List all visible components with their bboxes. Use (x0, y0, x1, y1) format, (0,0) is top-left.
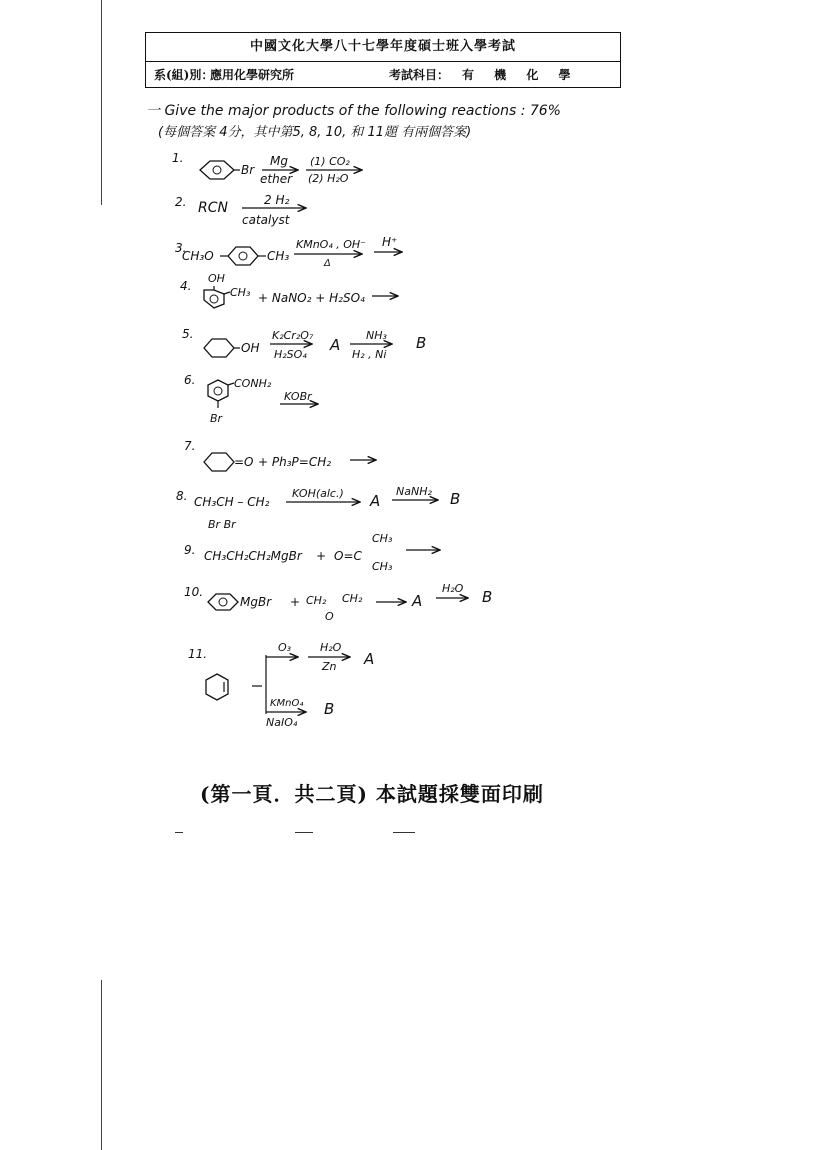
reagent-label: H₂SO₄ (274, 348, 307, 361)
reagent-label: + Ph₃P=CH₂ (258, 455, 332, 469)
substituent-label: =O (234, 455, 254, 469)
benzene-ring (200, 161, 234, 179)
reaction-number: 2. (175, 195, 187, 209)
epoxide-carbon: CH₂ (306, 594, 327, 607)
department-value: 應用化學研究所 (210, 68, 295, 82)
product-label: A (412, 592, 423, 610)
reaction-number: 6. (184, 373, 196, 387)
exam-header (145, 32, 621, 88)
plus-sign: + (290, 595, 301, 609)
ketone-substituent: CH₃ (372, 560, 393, 573)
benzene-ring-circle (210, 295, 218, 303)
product-label: B (324, 700, 335, 718)
reactant-label: RCN (198, 200, 228, 216)
reaction-5 (182, 327, 426, 361)
exam-info-row (146, 62, 620, 88)
page-edge-line (101, 980, 102, 1150)
reagent-label: (2) H₂O (308, 172, 349, 185)
reaction-number: 10. (184, 585, 204, 599)
reaction-scheme (170, 140, 530, 740)
reagent-label: O₃ (278, 641, 292, 654)
reaction-11 (188, 641, 374, 729)
page-footer: (第一頁．共二頁) 本試題採雙面印刷 (200, 782, 544, 806)
reaction-number: 3. (175, 241, 187, 255)
page-edge-line (101, 0, 102, 205)
substituent-label: CONH₂ (234, 377, 272, 390)
department-label: 系(組)別： (154, 68, 214, 82)
substituent-label: OH (241, 341, 260, 355)
benzene-ring-circle (214, 387, 222, 395)
reagent-label: Mg (270, 154, 288, 168)
ketone-substituent: CH₃ (372, 532, 393, 545)
reaction-9 (184, 532, 440, 573)
reactant-substituents: Br Br (208, 518, 236, 531)
reagent-label: Δ (324, 258, 331, 269)
reagent-label: ether (260, 172, 293, 186)
scan-mark (393, 832, 415, 833)
reagent-label: NaNH₂ (396, 485, 432, 498)
subject-value: 有 機 化 學 (462, 68, 579, 82)
reagent-label: H₂ , Ni (352, 348, 387, 361)
epoxide-carbon: CH₂ (342, 592, 363, 605)
benzene-ring-circle (219, 598, 227, 606)
question-instructions: 一 Give the major products of the following reactions : 76% (146, 103, 561, 119)
reagent-label: NH₃ (366, 329, 387, 342)
reaction-8 (176, 485, 460, 531)
reaction-10 (184, 582, 492, 623)
reaction-6 (184, 373, 318, 425)
benzene-ring (208, 594, 238, 610)
reaction-3 (175, 235, 402, 269)
reagent-label: 2 H₂ (264, 193, 290, 207)
reaction-number: 1. (172, 151, 184, 165)
benzene-ring (228, 247, 258, 265)
substituent-label: Br (241, 163, 255, 177)
benzene-ring-circle (213, 166, 221, 174)
reaction-1 (172, 151, 362, 186)
product-label: A (330, 336, 341, 354)
scan-mark (175, 832, 183, 833)
reagent-label: KMnO₄ (270, 698, 304, 709)
reactant-label: CH₃CH₂CH₂MgBr (204, 549, 302, 563)
product-label: B (450, 490, 461, 508)
substituent-label: MgBr (240, 595, 272, 609)
cyclohexane-ring (204, 453, 234, 471)
reagent-label: KOH(alc.) (292, 487, 344, 500)
product-label: A (370, 492, 381, 510)
reagent-label: KMnO₄ , OH⁻ (296, 238, 366, 251)
reagent-label: NaIO₄ (266, 716, 298, 729)
reaction-number: 8. (176, 489, 188, 503)
substituent-label: CH₃ (230, 286, 251, 299)
benzene-ring (204, 290, 224, 308)
subject-label: 考試科目： (389, 68, 450, 82)
reaction-number: 7. (184, 439, 196, 453)
exam-title: 中國文化大學八十七學年度碩士班入學考試 (146, 33, 620, 62)
scan-mark (295, 832, 313, 833)
reaction-4 (180, 272, 398, 308)
product-label: B (416, 334, 427, 352)
benzene-ring-circle (239, 252, 247, 260)
product-label: B (482, 588, 493, 606)
reagent-label: catalyst (242, 213, 290, 227)
reagent-label: H⁺ (382, 235, 398, 249)
reagent-label: H₂O (442, 582, 464, 595)
reaction-7 (184, 439, 376, 471)
reagent-label: H₂O (320, 641, 342, 654)
reaction-number: 4. (180, 279, 192, 293)
cyclohexene-ring (206, 674, 228, 700)
reactant-label: CH₃CH – CH₂ (194, 495, 270, 509)
substituent-label: CH₃O (182, 249, 214, 263)
reaction-number: 9. (184, 543, 196, 557)
reaction-number: 5. (182, 327, 194, 341)
product-label: A (364, 650, 375, 668)
reagent-label: Zn (322, 660, 337, 673)
ketone-label: O=C (334, 549, 362, 563)
reaction-2 (175, 193, 306, 227)
reagent-label: + NaNO₂ + H₂SO₄ (258, 291, 365, 305)
reagent-label: K₂Cr₂O₇ (272, 329, 314, 342)
substituent-label: CH₃ (267, 249, 290, 263)
reagent-label: (1) CO₂ (310, 155, 350, 168)
substituent-label: OH (208, 272, 225, 285)
cyclohexane-ring (204, 339, 234, 357)
epoxide-oxygen: O (325, 610, 334, 623)
substituent-label: Br (210, 412, 223, 425)
question-note: (每個答案 4分，其中第5, 8, 10, 和 11題 有兩個答案) (158, 125, 472, 140)
reagent-label: KOBr (284, 390, 312, 403)
plus-sign: + (316, 549, 327, 563)
reaction-number: 11. (188, 647, 208, 661)
benzene-ring (208, 380, 228, 401)
